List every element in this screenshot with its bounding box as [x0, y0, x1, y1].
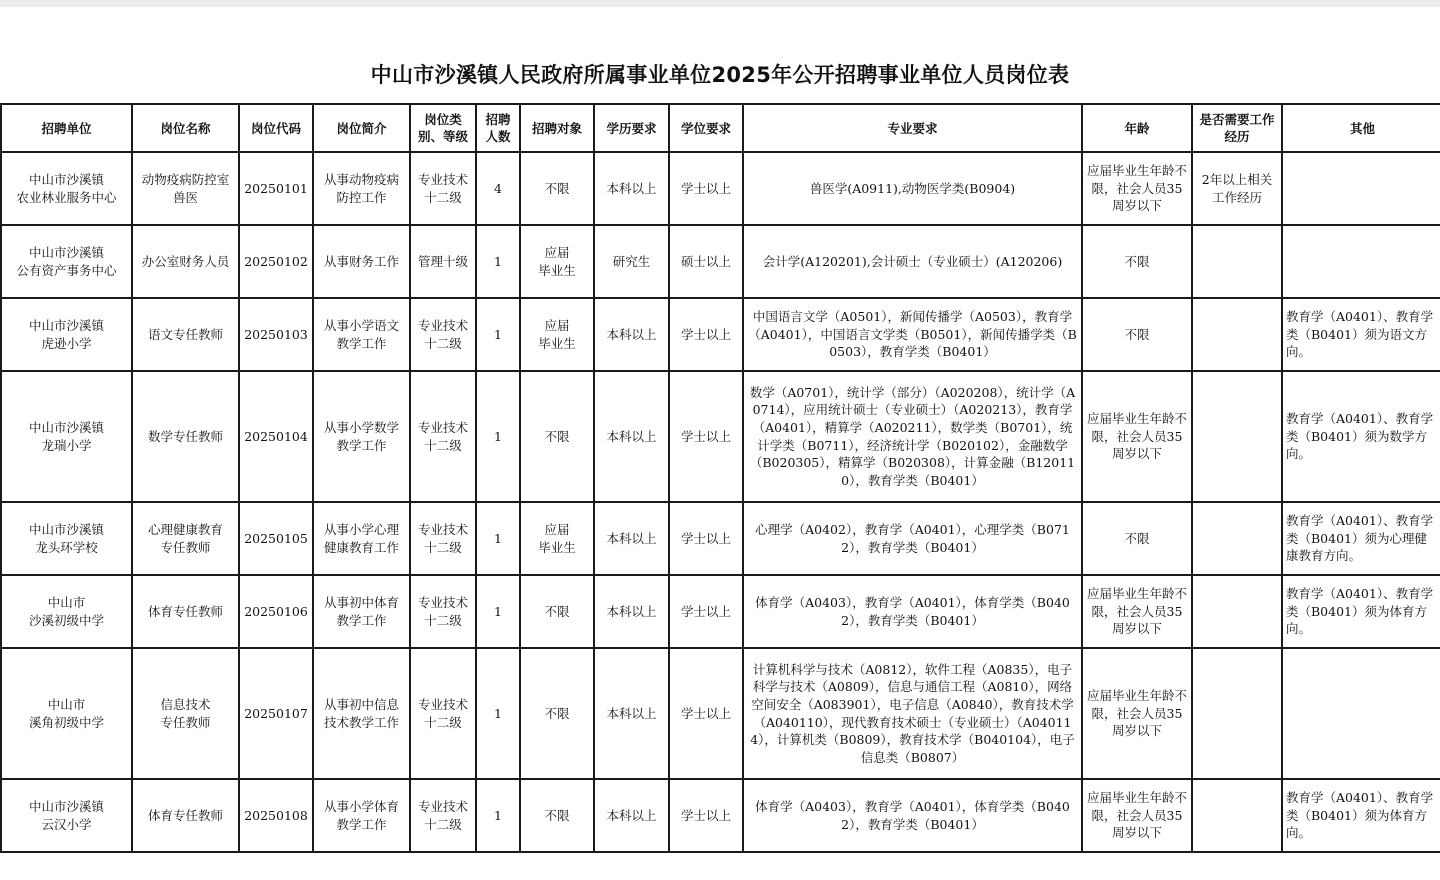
cell-code: 20250104: [239, 371, 313, 502]
header-category: 岗位类别、等级: [410, 104, 476, 152]
cell-count: 1: [476, 575, 520, 648]
cell-education: 本科以上: [594, 648, 669, 779]
cell-target: 不限: [520, 779, 594, 852]
cell-age: 不限: [1082, 298, 1192, 371]
cell-position: 语文专任教师: [132, 298, 239, 371]
cell-degree: 学士以上: [669, 152, 743, 225]
cell-count: 1: [476, 371, 520, 502]
cell-degree: 硕士以上: [669, 225, 743, 298]
cell-unit: 中山市沙溪镇 农业林业服务中心: [1, 152, 132, 225]
cell-unit: 中山市沙溪镇 公有资产事务中心: [1, 225, 132, 298]
header-count: 招聘人数: [476, 104, 520, 152]
cell-target: 不限: [520, 575, 594, 648]
cell-target: 应届 毕业生: [520, 502, 594, 575]
cell-other: 教育学（A0401）、教育学类（B0401）须为心理健康教育方向。: [1282, 502, 1440, 575]
cell-education: 本科以上: [594, 779, 669, 852]
table-row: [1, 502, 1440, 575]
cell-major: 体育学（A0403），教育学（A0401），体育学类（B0402），教育学类（B0401）: [743, 779, 1082, 852]
cell-experience: [1192, 648, 1282, 779]
cell-age: 不限: [1082, 502, 1192, 575]
header-experience: 是否需要工作经历: [1192, 104, 1282, 152]
cell-experience: [1192, 575, 1282, 648]
cell-other: 教育学（A0401）、教育学类（B0401）须为语文方向。: [1282, 298, 1440, 371]
cell-code: 20250108: [239, 779, 313, 852]
cell-unit: 中山市沙溪镇 虎逊小学: [1, 298, 132, 371]
cell-code: 20250101: [239, 152, 313, 225]
table-row: [1, 298, 1440, 371]
cell-target: 应届 毕业生: [520, 225, 594, 298]
cell-count: 4: [476, 152, 520, 225]
cell-other: [1282, 648, 1440, 779]
cell-age: 应届毕业生年龄不限，社会人员35周岁以下: [1082, 371, 1192, 502]
page-title: 中山市沙溪镇人民政府所属事业单位2025年公开招聘事业单位人员岗位表: [370, 63, 1070, 87]
cell-unit: 中山市沙溪镇 云汉小学: [1, 779, 132, 852]
cell-major: 中国语言文学（A0501），新闻传播学（A0503），教育学（A0401），中国语言文学类（B0501），新闻传播学类（B0503），教育学类（B0401）: [743, 298, 1082, 371]
cell-age: 应届毕业生年龄不限，社会人员35周岁以下: [1082, 779, 1192, 852]
cell-degree: 学士以上: [669, 648, 743, 779]
table-row: [1, 225, 1440, 298]
table-row: [1, 779, 1440, 852]
cell-count: 1: [476, 502, 520, 575]
cell-other: 教育学（A0401）、教育学类（B0401）须为体育方向。: [1282, 779, 1440, 852]
cell-other: 教育学（A0401）、教育学类（B0401）须为体育方向。: [1282, 575, 1440, 648]
cell-position: 心理健康教育 专任教师: [132, 502, 239, 575]
cell-degree: 学士以上: [669, 298, 743, 371]
cell-intro: 从事财务工作: [313, 225, 410, 298]
cell-experience: [1192, 298, 1282, 371]
cell-count: 1: [476, 648, 520, 779]
cell-code: 20250107: [239, 648, 313, 779]
header-major: 专业要求: [743, 104, 1082, 152]
cell-category: 专业技术 十二级: [410, 371, 476, 502]
cell-experience: [1192, 225, 1282, 298]
cell-category: 专业技术 十二级: [410, 502, 476, 575]
cell-degree: 学士以上: [669, 502, 743, 575]
cell-target: 不限: [520, 152, 594, 225]
cell-degree: 学士以上: [669, 371, 743, 502]
cell-education: 本科以上: [594, 298, 669, 371]
cell-category: 专业技术 十二级: [410, 648, 476, 779]
table-row: [1, 648, 1440, 779]
cell-other: [1282, 225, 1440, 298]
cell-code: 20250105: [239, 502, 313, 575]
cell-intro: 从事小学体育 教学工作: [313, 779, 410, 852]
cell-category: 专业技术 十二级: [410, 575, 476, 648]
header-age: 年龄: [1082, 104, 1192, 152]
cell-experience: [1192, 371, 1282, 502]
cell-unit: 中山市沙溪镇 龙头环学校: [1, 502, 132, 575]
cell-education: 本科以上: [594, 502, 669, 575]
cell-major: 体育学（A0403），教育学（A0401），体育学类（B0402），教育学类（B0401）: [743, 575, 1082, 648]
cell-education: 研究生: [594, 225, 669, 298]
cell-count: 1: [476, 779, 520, 852]
cell-major: 计算机科学与技术（A0812），软件工程（A0835），电子科学与技术（A0809），信息与通信工程（A0810），网络空间安全（A083901），电子信息（A0840），教育技术学（A040110），现代教育技术硕士（专业硕士）（A040114），计算机类（B0809），教育技术学（B040104），电子信息类（B0807）: [743, 648, 1082, 779]
cell-position: 信息技术 专任教师: [132, 648, 239, 779]
header-intro: 岗位简介: [313, 104, 410, 152]
header-other: 其他: [1282, 104, 1440, 152]
cell-degree: 学士以上: [669, 575, 743, 648]
cell-age: 不限: [1082, 225, 1192, 298]
cell-code: 20250106: [239, 575, 313, 648]
cell-experience: [1192, 779, 1282, 852]
cell-other: 教育学（A0401）、教育学类（B0401）须为数学方向。: [1282, 371, 1440, 502]
cell-code: 20250103: [239, 298, 313, 371]
cell-experience: 2年以上相关工作经历: [1192, 152, 1282, 225]
top-strip: [0, 0, 1440, 7]
cell-intro: 从事小学语文 教学工作: [313, 298, 410, 371]
cell-target: 不限: [520, 371, 594, 502]
cell-unit: 中山市 沙溪初级中学: [1, 575, 132, 648]
cell-education: 本科以上: [594, 371, 669, 502]
cell-position: 体育专任教师: [132, 575, 239, 648]
header-target: 招聘对象: [520, 104, 594, 152]
cell-major: 数学（A0701），统计学（部分）（A020208），统计学（A0714），应用统计硕士（专业硕士）（A020213），教育学（A0401），精算学（A020211），数学类（B0701），统计学类（B0711），经济统计学（B020102），金融数学（B020305），精算学（B020308），计算金融（B120110），教育学类（B0401）: [743, 371, 1082, 502]
cell-unit: 中山市沙溪镇 龙瑞小学: [1, 371, 132, 502]
cell-category: 专业技术 十二级: [410, 152, 476, 225]
table-row: [1, 152, 1440, 225]
cell-position: 动物疫病防控室 兽医: [132, 152, 239, 225]
cell-target: 不限: [520, 648, 594, 779]
header-education: 学历要求: [594, 104, 669, 152]
cell-other: [1282, 152, 1440, 225]
cell-category: 专业技术 十二级: [410, 298, 476, 371]
cell-intro: 从事动物疫病 防控工作: [313, 152, 410, 225]
cell-intro: 从事小学数学 教学工作: [313, 371, 410, 502]
cell-position: 办公室财务人员: [132, 225, 239, 298]
cell-education: 本科以上: [594, 575, 669, 648]
cell-intro: 从事初中体育 教学工作: [313, 575, 410, 648]
table-row: [1, 371, 1440, 502]
cell-intro: 从事小学心理 健康教育工作: [313, 502, 410, 575]
cell-target: 应届 毕业生: [520, 298, 594, 371]
table-row: [1, 575, 1440, 648]
header-degree: 学位要求: [669, 104, 743, 152]
cell-position: 体育专任教师: [132, 779, 239, 852]
cell-age: 应届毕业生年龄不限，社会人员35周岁以下: [1082, 648, 1192, 779]
cell-experience: [1192, 502, 1282, 575]
header-unit: 招聘单位: [1, 104, 132, 152]
cell-intro: 从事初中信息 技术教学工作: [313, 648, 410, 779]
cell-education: 本科以上: [594, 152, 669, 225]
header-position: 岗位名称: [132, 104, 239, 152]
cell-count: 1: [476, 298, 520, 371]
job-table: [0, 103, 1440, 853]
cell-major: 兽医学(A0911),动物医学类(B0904): [743, 152, 1082, 225]
cell-age: 应届毕业生年龄不限，社会人员35周岁以下: [1082, 575, 1192, 648]
cell-count: 1: [476, 225, 520, 298]
cell-major: 心理学（A0402），教育学（A0401），心理学类（B0712），教育学类（B0401）: [743, 502, 1082, 575]
cell-code: 20250102: [239, 225, 313, 298]
cell-category: 专业技术 十二级: [410, 779, 476, 852]
cell-age: 应届毕业生年龄不限，社会人员35周岁以下: [1082, 152, 1192, 225]
cell-unit: 中山市 溪角初级中学: [1, 648, 132, 779]
cell-category: 管理十级: [410, 225, 476, 298]
cell-major: 会计学(A120201),会计硕士（专业硕士）(A120206): [743, 225, 1082, 298]
cell-position: 数学专任教师: [132, 371, 239, 502]
table-header-row: [1, 104, 1440, 152]
cell-degree: 学士以上: [669, 779, 743, 852]
header-code: 岗位代码: [239, 104, 313, 152]
